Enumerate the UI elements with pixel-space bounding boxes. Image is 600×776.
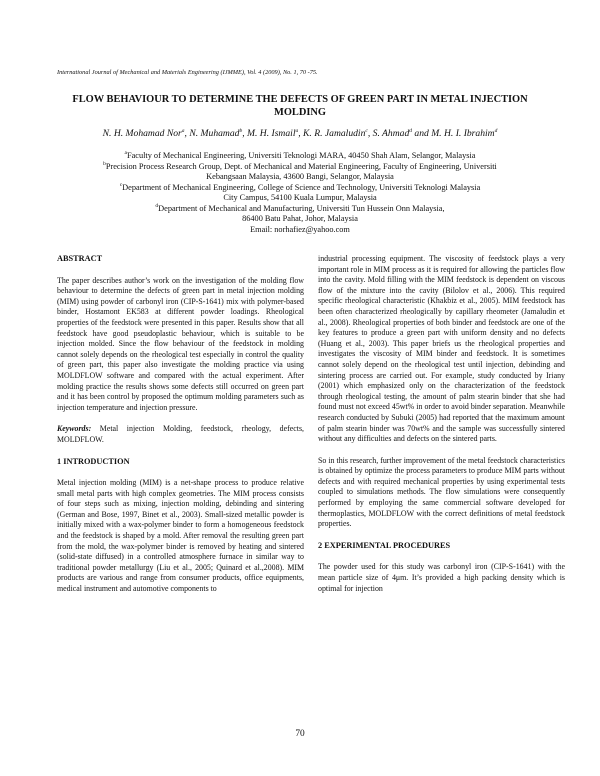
author-list [30,128,570,139]
journal-header: International Journal of Mechanical and Materials Engineering (IJMME), Vol. 4 (2009), No. 1, 70 -75. [57,69,318,76]
experimental-text: The powder used for this study was carbonyl iron (CIP-S-1641) with the mean particle size of 4μm. It’s provided a high packing density which is optimal for injection [318,562,565,593]
research-paragraph: So in this research, further improvement of the metal feedstock characteristics is obtained by optimize the process parameters to produce MIM parts without defects and with required mechanical properties by using experimental tests coupled to simulations methods. The flow simulations were consequently performed by employing the same commercial software developed for thermoplastics, MOLDFLOW with the correct definitions of metal feedstock properties. [318,455,565,529]
affiliation-d: $^d$Department of Mechanical and Manufacturing, Universiti Tun Hussein Onn Malaysia, [155,202,445,213]
affiliation-a: $^a$Faculty of Mechanical Engineering, Universiti Teknologi MARA, 40450 Shah Alam, Selangor, Malaysia [124,150,476,160]
affiliation-b-line2: Kebangsaan Malaysia, 43600 Bangi, Selangor, Malaysia [206,172,394,181]
keywords-label: Keywords: [57,424,92,434]
author: M. H. I. Ibrahim$^d$ [431,127,498,139]
affiliations [48,151,552,235]
author: K. R. Jamaludin$^c$, [303,127,373,139]
author: S. Ahmad$^d$ and [372,127,432,139]
affiliation-b: $^b$Precision Process Research Group, Dept. of Mechanical and Material Engineering, Faculty of Engineering, Universiti [103,160,497,171]
author: N. H. Mohamad Nor$^a$, [102,127,190,139]
keywords [57,424,304,445]
keywords-text: Metal injection Molding, feedstock, rheology, defects, MOLDFLOW. [57,424,304,444]
experimental-heading: 2 EXPERIMENTAL PROCEDURES [318,540,451,550]
affiliation-c: $^c$Department of Mechanical Engineering, College of Science and Technology, Universiti Teknologi Malaysia [119,181,481,192]
author: M. H. Ismail$^a$, [246,127,304,139]
introduction-heading: 1 INTRODUCTION [57,456,130,466]
introduction-continued: industrial processing equipment. The viscosity of feedstock plays a very important role in MIM process as it is required for allowing the particles flow into the cavity. Mold filling with the MIM feedstock is dependent on viscous flow of the mixture into the cavity (Bilolov et al., 2006). This required specific rheological characteristic (Khakbiz et al., 2005). MIM feedstock has been often characterized rheologically by capillary rheometer (Jamaludin et al., 2008). Rheological properties of both binder and feedstock are one of the key features to produce a green part with uniform density and no defects (Huang et al., 2003). This paper briefs us the rheological properties and investigates the viscosity of MIM binder and feedstock. It is sometimes cannot solely depend on the rheological test until injection, debinding and sintering process are carried out. For example, study conducted by Iriany (2001) which emphasized only on the characterization of the feedstock through rheological testing, the amount of palm stearin binder that she had found must not exceed 45wt% in order to avoid binder separation. Meanwhile research conducted by Subuki (2005) had reported that the maximum amount of palm stearin binder was 70wt% and the sample was successfully sintered without any difficulties and defects on the sintered parts. [318,254,565,444]
affiliation-d-line2: 86400 Batu Pahat, Johor, Malaysia [242,214,358,223]
paper-title: FLOW BEHAVIOUR TO DETERMINE THE DEFECTS OF GREEN PART IN METAL INJECTION MOLDING [72,94,528,118]
right-column [318,254,565,594]
abstract-text: The paper describes author’s work on the investigation of the molding flow behaviour to determine the defects of green part in metal injection molding (MIM) using powder of carbonyl iron (CIP-S-1641) mix with polymer-based binder, Hostamont EK583 at different powder loadings. Rheological properties of the feedstock were presented in this paper. Results show that all feedstock have good pseudoplastic behaviour, which is suitable to be injection molded. Since the flow behaviour of the feedstock in molding cannot solely depends on the rheological test especially in control the quality of green part, this paper also investigate the molding practice via using MOLDFLOW software and compared with the actual experiment. After molding practice the results shows some defects still occurred on green part and it has been control by proposed the optimum molding parameters such as injection temperature and injection pressure. [57,275,304,412]
abstract-heading: ABSTRACT [57,254,103,263]
affiliation-c-line2: City Campus, 54100 Kuala Lumpur, Malaysia [223,193,377,202]
left-column [57,254,304,595]
author: N. Muhamad$^b$, [189,127,247,139]
introduction-text: Metal injection molding (MIM) is a net-shape process to produce relative small metal parts with high complex geometries. The MIM process consists of four steps such as mixing, injection molding, debinding and sintering (German and Bose, 1997, Binet et al., 2003). Small-sized metallic powder is initially mixed with a wax-polymer binder to form a homogeneous feedstock and the feedstock is shaped by a mold. After removal the resulting green part from the mold, the wax-polymer binder is removed by heating and sintered (solid-state diffused) in a controlled atmosphere furnace in similar way to traditional powder metallurgy (Liu et al., 2005; Quinard et al.,2008). MIM products are various and range from consumer products, office equipments, medical instrument and automotive components to [57,478,304,594]
email: Email: norhafiez@yahoo.com [250,224,350,234]
page-number: 70 [295,729,305,739]
